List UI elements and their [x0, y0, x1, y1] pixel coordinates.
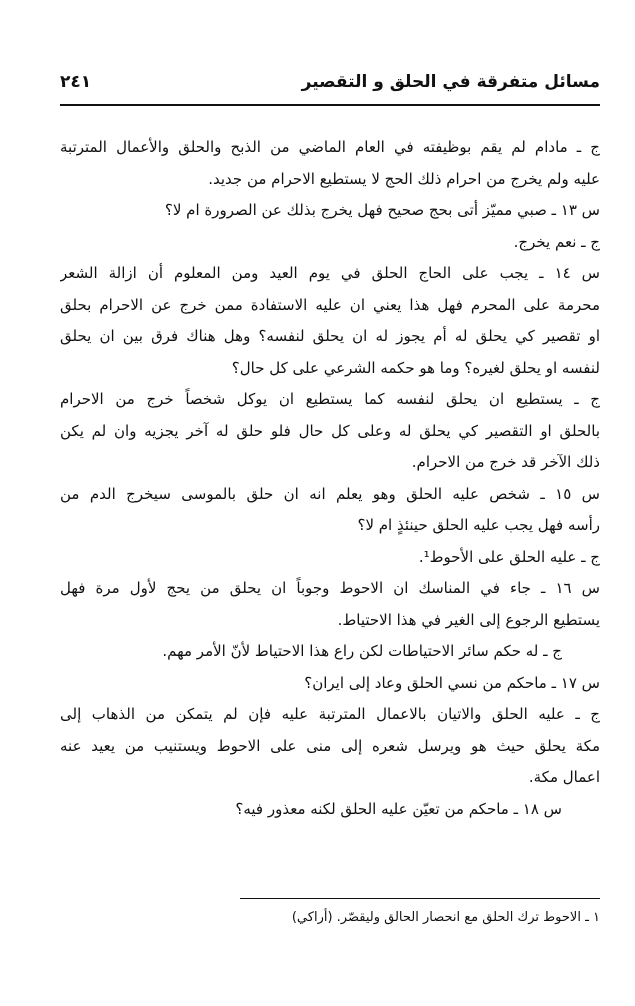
text-line: س ١٥ ـ شخص عليه الحلق وهو يعلم انه ان حلق بالموسى سيخرج الدم من [60, 484, 600, 503]
text-line: ج ـ مادام لم يقم بوظيفته في العام الماضي من الذبح والحلق والأعمال المترتبة [60, 138, 600, 156]
text-line: لنفسه او يحلق لغيره؟ وما هو حكمه الشرعي على كل حال؟ [231, 358, 600, 377]
text-line: ج ـ له حكم سائر الاحتياطات لكن راع هذا الاحتياط لأنّ الأمر مهم. [162, 642, 562, 660]
text-line: س ١٣ ـ صبي مميّز أتى بحج صحيح فهل يخرج بذلك عن الصرورة ام لا؟ [164, 201, 600, 219]
text-line: ذلك الآخر قد خرج من الاحرام. [411, 453, 600, 471]
text-line: س ١٤ ـ يجب على الحاج الحلق في يوم العيد ومن المعلوم أن ازالة الشعر [60, 264, 600, 282]
text-line: س ١٨ ـ ماحكم من تعيّن عليه الحلق لكنه معذور فيه؟ [235, 799, 562, 818]
footnote: ١ ـ الاحوط ترك الحلق مع انحصار الحالق وليقصّر. (أراكي) [291, 910, 600, 925]
footnote-divider [240, 898, 600, 899]
header-title: مسائل متفرقة في الحلق و التقصير [301, 72, 600, 92]
text-line: او تقصير كي يحلق له أم يجوز له ان يحلق لنفسه؟ وهل هناك فرق بين ان يحلق [60, 327, 600, 345]
text-line: س ١٦ ـ جاء في المناسك ان الاحوط وجوباً ان يحلق من يحج لأول مرة فهل [60, 579, 600, 597]
text-line: مكة يحلق حيث هو ويرسل شعره إلى منى على الاحوط ويستنيب من يعيد عنه [60, 736, 600, 755]
running-header [60, 70, 600, 100]
page-number: ٢٤١ [60, 72, 92, 92]
text-line: ج ـ عليه الحلق على الأحوط¹. [418, 547, 600, 566]
text-line: ج ـ يستطيع ان يحلق لنفسه كما يستطيع ان يوكل شخصاً خرج من الاحرام [60, 390, 600, 408]
text-line: ج ـ نعم يخرج. [513, 232, 600, 251]
header-divider [60, 104, 600, 106]
page-body [60, 132, 600, 825]
text-line: يستطيع الرجوع إلى الغير في هذا الاحتياط. [337, 610, 600, 629]
text-line: بالحلق او التقصير كي يحلق له وعلى كل حال فلو حلق له آخر يجزيه وان لم يكن [60, 421, 600, 440]
text-line: محرمة على المحرم فهل هذا يعني ان عليه الاستفادة ممن خرج عن الاحرام بحلق [60, 295, 600, 314]
text-line: ج ـ عليه الحلق والاتيان بالاعمال المترتبة عليه فإن لم يتمكن من الذهاب إلى [60, 705, 600, 723]
text-line: عليه ولم يخرج من احرام ذلك الحج لا يستطيع الاحرام من جديد. [208, 169, 600, 188]
text-line: رأسه فهل يجب عليه الحلق حينئذٍ ام لا؟ [357, 516, 600, 534]
text-line: اعمال مكة. [528, 768, 600, 786]
text-line: س ١٧ ـ ماحكم من نسي الحلق وعاد إلى ايران؟ [304, 673, 600, 692]
